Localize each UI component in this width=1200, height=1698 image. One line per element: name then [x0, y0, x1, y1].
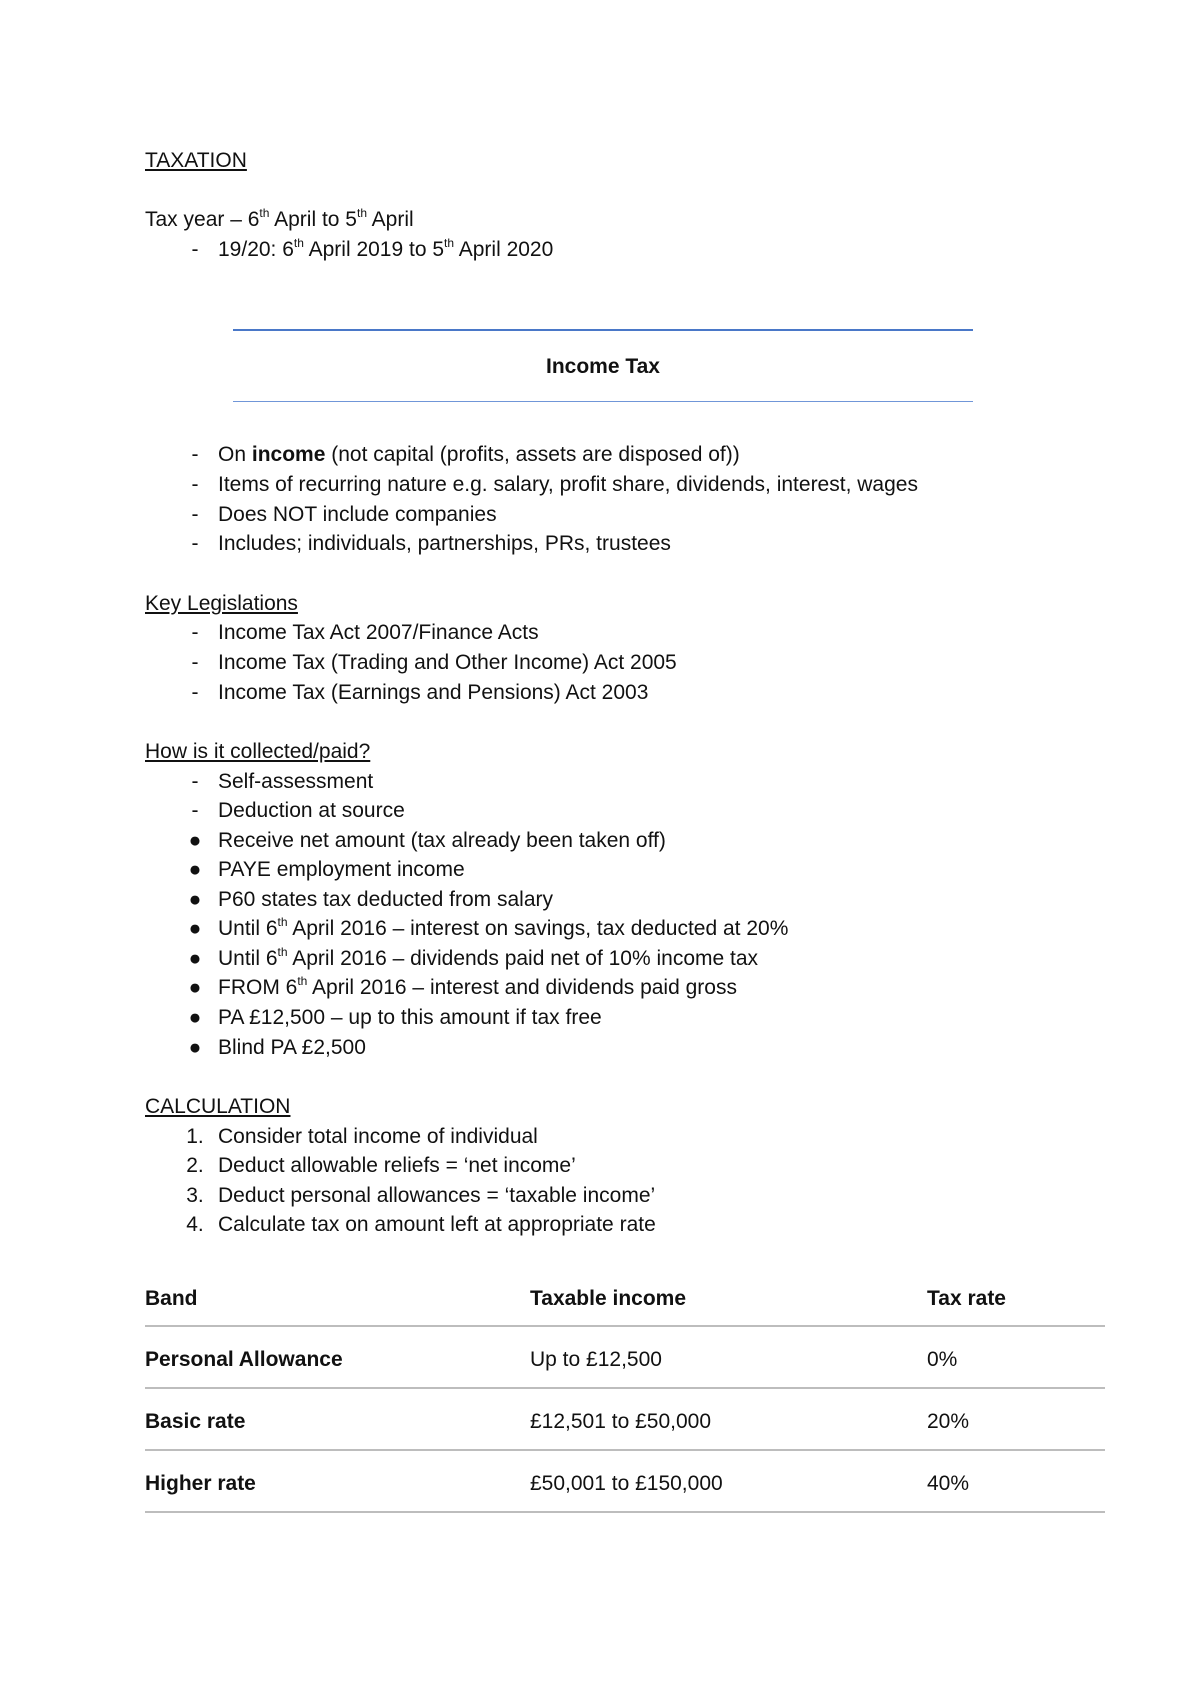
row-band: Basic rate — [145, 1410, 246, 1433]
list-item-text: Does NOT include companies — [218, 503, 497, 526]
header-taxable-income: Taxable income — [530, 1287, 687, 1310]
dash-marker: - — [191, 238, 199, 261]
list-item-text: Income Tax (Earnings and Pensions) Act 2003 — [218, 681, 649, 704]
dash-marker: - — [191, 799, 199, 822]
bullet-dot-icon: ● — [188, 858, 202, 881]
dash-marker: - — [191, 770, 199, 793]
list-item-text: Self-assessment — [218, 770, 374, 793]
table-rule — [145, 1387, 1105, 1389]
section-heading-collection: How is it collected/paid? — [145, 740, 371, 763]
bullet-dot-icon: ● — [188, 888, 202, 911]
section-heading-legislations: Key Legislations — [145, 592, 298, 615]
step-number: 2. — [186, 1154, 204, 1177]
bullet-dot-icon: ● — [188, 1036, 202, 1059]
row-taxable-income: £50,001 to £150,000 — [530, 1472, 723, 1495]
tax-year-text-1: Tax year – 6 — [145, 208, 260, 231]
list-item-text: Deduction at source — [218, 799, 405, 822]
step-text: Deduct personal allowances = ‘taxable income’ — [218, 1184, 656, 1207]
list-item-text: Until 6th April 2016 – dividends paid net of 10% income tax — [218, 945, 759, 970]
list-item-text: Includes; individuals, partnerships, PRs, trustees — [218, 532, 671, 555]
list-item-text: On income (not capital (profits, assets are disposed of)) — [218, 443, 740, 466]
bullet-dot-icon: ● — [188, 976, 202, 999]
bullet-dot-icon: ● — [188, 947, 202, 970]
row-band: Higher rate — [145, 1472, 256, 1495]
row-taxable-income: £12,501 to £50,000 — [530, 1410, 712, 1433]
row-tax-rate: 20% — [927, 1410, 970, 1433]
bullet-dot-icon: ● — [188, 1006, 202, 1029]
step-text: Consider total income of individual — [218, 1125, 538, 1148]
row-band: Personal Allowance — [145, 1348, 343, 1371]
step-number: 1. — [186, 1125, 204, 1148]
dash-marker: - — [191, 621, 199, 644]
tax-year-sup-2: th — [356, 206, 367, 220]
list-item-text: Blind PA £2,500 — [218, 1036, 366, 1059]
income-tax-heading: Income Tax — [546, 355, 660, 378]
list-item-text: Receive net amount (tax already been taken off) — [218, 829, 666, 852]
table-rule — [145, 1325, 1105, 1327]
step-text: Deduct allowable reliefs = ‘net income’ — [218, 1154, 576, 1177]
heading-rule-bottom — [233, 401, 973, 402]
table-rule — [145, 1449, 1105, 1451]
dash-marker: - — [191, 443, 199, 466]
tax-year-text-3: April — [367, 208, 414, 231]
list-item-text: Until 6th April 2016 – interest on savings, tax deducted at 20% — [218, 915, 789, 940]
list-item-text: Income Tax Act 2007/Finance Acts — [218, 621, 539, 644]
document-title: TAXATION — [145, 149, 247, 172]
step-number: 3. — [186, 1184, 204, 1207]
row-taxable-income: Up to £12,500 — [530, 1348, 662, 1371]
step-number: 4. — [186, 1213, 204, 1236]
tax-year-sup-1: th — [259, 206, 270, 220]
bullet-dot-icon: ● — [188, 829, 202, 852]
row-tax-rate: 0% — [927, 1348, 958, 1371]
tax-year-text-2: April to 5 — [269, 208, 357, 231]
dash-marker: - — [191, 651, 199, 674]
dash-marker: - — [191, 681, 199, 704]
list-item-text: PAYE employment income — [218, 858, 465, 881]
step-text: Calculate tax on amount left at appropriate rate — [218, 1213, 656, 1236]
list-item-text: PA £12,500 – up to this amount if tax free — [218, 1006, 602, 1029]
tax-year-line — [145, 206, 414, 234]
table-rule — [145, 1511, 1105, 1513]
list-item-text: Items of recurring nature e.g. salary, profit share, dividends, interest, wages — [218, 473, 918, 496]
bullet-dot-icon: ● — [188, 917, 202, 940]
section-heading-calculation: CALCULATION — [145, 1095, 291, 1118]
header-band: Band — [145, 1287, 198, 1310]
list-item-text: Income Tax (Trading and Other Income) Act 2005 — [218, 651, 677, 674]
list-item-text: P60 states tax deducted from salary — [218, 888, 554, 911]
row-tax-rate: 40% — [927, 1472, 970, 1495]
dash-marker: - — [191, 473, 199, 496]
list-item-text: FROM 6th April 2016 – interest and dividends paid gross — [218, 974, 737, 999]
tax-year-example: 19/20: 6th April 2019 to 5th April 2020 — [218, 236, 554, 261]
heading-rule-top — [233, 329, 973, 331]
dash-marker: - — [191, 503, 199, 526]
header-tax-rate: Tax rate — [927, 1287, 1006, 1310]
dash-marker: - — [191, 532, 199, 555]
